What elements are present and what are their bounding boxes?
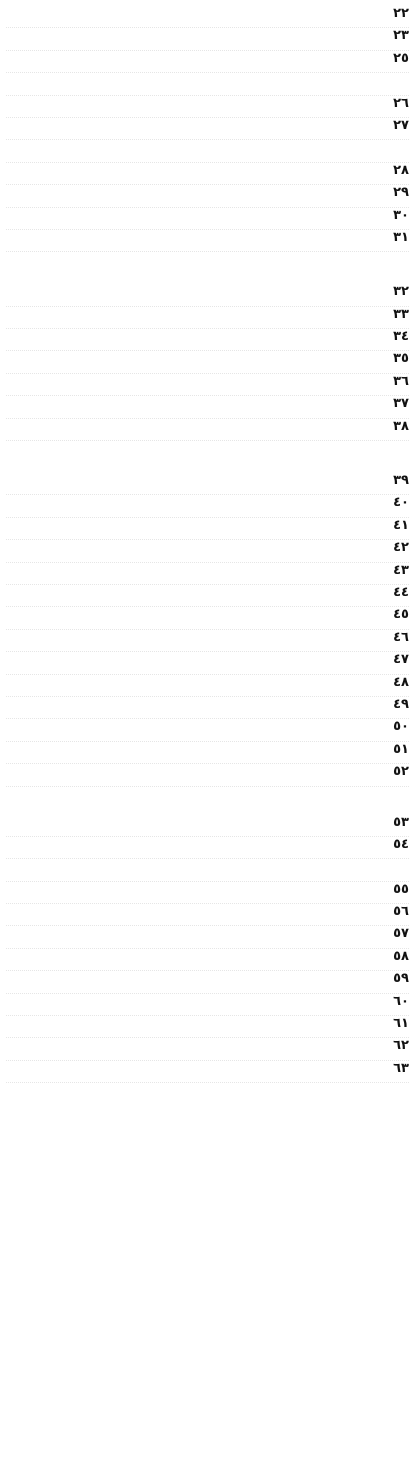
entry-number: ٣٨ xyxy=(393,418,409,434)
entry-number: ٦١ xyxy=(393,1016,409,1032)
entry-number: ٤٠ xyxy=(393,495,409,511)
entry-number: ٤٨ xyxy=(393,674,409,690)
entry xyxy=(6,307,409,329)
entry-number: ٦٢ xyxy=(393,1038,409,1054)
entry xyxy=(6,473,409,495)
entry xyxy=(6,230,409,252)
entry-number: ٤٥ xyxy=(393,607,409,623)
entry xyxy=(6,96,409,118)
entry-number: ٣٥ xyxy=(393,351,409,367)
entry-number: ٤٩ xyxy=(393,696,409,712)
entry-number: ٥٠ xyxy=(393,719,409,735)
entry-number: ٥١ xyxy=(393,741,409,757)
entry xyxy=(6,764,409,786)
entry-number: ٥٩ xyxy=(393,971,409,987)
entry-number: ٢٥ xyxy=(393,50,409,66)
entry xyxy=(6,518,409,540)
entry xyxy=(6,585,409,607)
entry-number: ٤٤ xyxy=(393,584,409,600)
entry xyxy=(6,607,409,629)
entry-number: ٣٤ xyxy=(393,329,409,345)
entry-number: ٣٠ xyxy=(393,207,409,223)
entry xyxy=(6,1016,409,1038)
entry xyxy=(6,51,409,73)
entry xyxy=(6,6,409,28)
entry-number: ٥٢ xyxy=(393,764,409,780)
entry-number: ٢٩ xyxy=(393,185,409,201)
entry xyxy=(6,495,409,517)
entry xyxy=(6,540,409,562)
entry xyxy=(6,329,409,351)
entry xyxy=(6,949,409,971)
entry xyxy=(6,140,409,162)
entry-number: ٥٨ xyxy=(393,948,409,964)
entry-number: ٢٣ xyxy=(393,28,409,44)
entry xyxy=(6,994,409,1016)
section-2 xyxy=(6,284,409,441)
entry-number: ٢٢ xyxy=(393,6,409,21)
entry-number: ٣٧ xyxy=(393,396,409,412)
entry-number: ٤١ xyxy=(393,517,409,533)
section-heading xyxy=(6,252,409,284)
entry xyxy=(6,28,409,50)
entry-number: ٥٦ xyxy=(393,904,409,920)
entry-number: ٢٧ xyxy=(393,117,409,133)
section-heading xyxy=(6,441,409,473)
entry xyxy=(6,652,409,674)
entry-number: ٥٣ xyxy=(393,814,409,830)
entry xyxy=(6,697,409,719)
entry-number: ٣٩ xyxy=(393,473,409,489)
entry xyxy=(6,284,409,306)
entry xyxy=(6,882,409,904)
entry xyxy=(6,185,409,207)
entry xyxy=(6,163,409,185)
entry xyxy=(6,719,409,741)
entry xyxy=(6,396,409,418)
entry-number: ٦٣ xyxy=(393,1060,409,1076)
entry xyxy=(6,675,409,697)
entry-number: ٥٥ xyxy=(393,881,409,897)
entry xyxy=(6,351,409,373)
section-3 xyxy=(6,473,409,786)
entry-number: ٦٠ xyxy=(393,993,409,1009)
entry-number: ٣٢ xyxy=(393,284,409,300)
section-heading xyxy=(6,787,409,815)
entry xyxy=(6,904,409,926)
entry xyxy=(6,1038,409,1060)
entry-number: ٣٦ xyxy=(393,373,409,389)
entry xyxy=(6,859,409,881)
entry-number: ٤٢ xyxy=(393,540,409,556)
entry-number: ٢٨ xyxy=(393,162,409,178)
entry xyxy=(6,742,409,764)
entry xyxy=(6,419,409,441)
entry-number: ٤٧ xyxy=(393,652,409,668)
section-1 xyxy=(6,6,409,252)
section-4 xyxy=(6,815,409,1084)
entry xyxy=(6,208,409,230)
entry-number: ٤٦ xyxy=(393,629,409,645)
entry-number: ٥٤ xyxy=(393,836,409,852)
entry xyxy=(6,815,409,837)
entry xyxy=(6,837,409,859)
entry xyxy=(6,563,409,585)
entry xyxy=(6,630,409,652)
entry-number: ٥٧ xyxy=(393,926,409,942)
entry-number: ٤٣ xyxy=(393,562,409,578)
entry xyxy=(6,926,409,948)
entry-number: ٣٣ xyxy=(393,306,409,322)
entry xyxy=(6,118,409,140)
entry xyxy=(6,374,409,396)
entry xyxy=(6,1061,409,1083)
entry-number: ٣١ xyxy=(393,229,409,245)
entry-number: ٢٦ xyxy=(393,95,409,111)
entry xyxy=(6,73,409,95)
entry xyxy=(6,971,409,993)
